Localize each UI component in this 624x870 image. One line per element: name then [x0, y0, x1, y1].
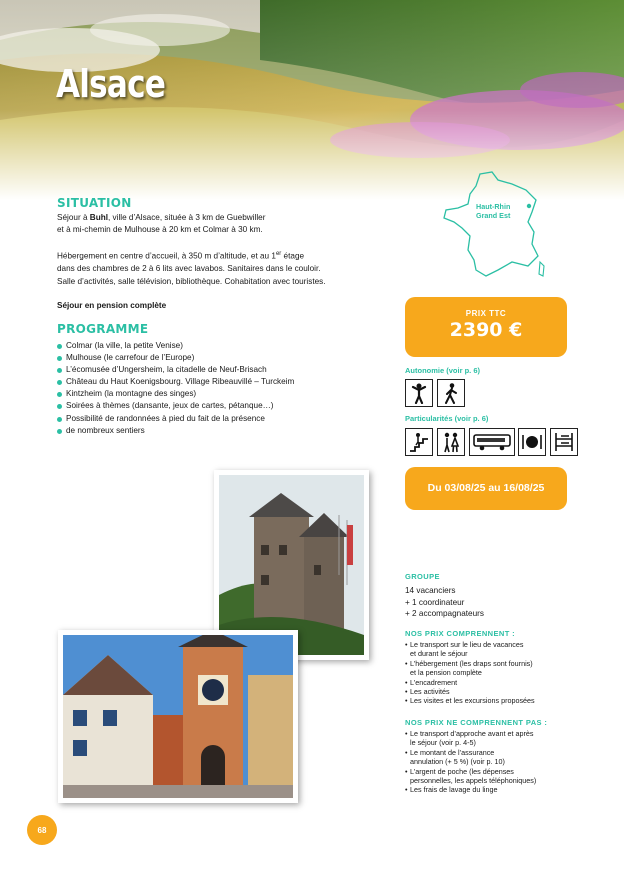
- list-item: Colmar (la ville, la petite Venise): [57, 340, 387, 352]
- map-region-label: Haut-Rhin Grand Est: [476, 202, 511, 220]
- walking-person-icon: [437, 379, 465, 407]
- price-label: PRIX TTC: [465, 309, 507, 318]
- groupe-heading: GROUPE: [405, 572, 440, 581]
- village-photo: [58, 630, 298, 803]
- accommodation-line-2: dans des chambres de 2 à 6 lits avec lavabos. Sanitaires dans le couloir.: [57, 264, 321, 274]
- groupe-line: + 1 coordinateur: [405, 597, 465, 607]
- standing-person-icon: [405, 379, 433, 407]
- not-included-heading: NOS PRIX NE COMPRENNENT PAS :: [405, 718, 548, 727]
- price-value: 2390 €: [449, 319, 523, 341]
- list-item: Mulhouse (le carrefour de l’Europe): [57, 352, 387, 364]
- bunk-bed-icon: [550, 428, 578, 456]
- groupe-line: 14 vacanciers: [405, 586, 456, 595]
- page-number: 68: [27, 815, 57, 845]
- list-item: de nombreux sentiers: [57, 425, 387, 437]
- accommodation-line-3: Salle d’activités, salle télévision, bibliothèque. Cohabitation avec touristes.: [57, 276, 326, 286]
- location-dot-icon: [527, 204, 531, 208]
- list-item: • Le montant de l’assurance: [405, 748, 595, 757]
- list-item: annulation (+ 5 %) (voir p. 10): [410, 757, 505, 767]
- bus-icon: [469, 428, 515, 456]
- price-box: [405, 297, 567, 357]
- programme-heading: PROGRAMME: [57, 322, 149, 336]
- list-item: Soirées à thèmes (dansante, jeux de cartes, pétanque…): [57, 400, 387, 412]
- list-item: • L’argent de poche (les dépenses: [405, 767, 595, 776]
- situation-heading: SITUATION: [57, 196, 132, 210]
- list-item: • L’hébergement (les draps sont fournis): [405, 659, 595, 668]
- included-heading: NOS PRIX COMPRENNENT :: [405, 629, 516, 638]
- france-map: [440, 170, 548, 282]
- situation-line-2: et à mi-chemin de Mulhouse à 20 km et Colmar à 30 km.: [57, 225, 263, 235]
- list-item: et durant le séjour: [410, 649, 468, 659]
- list-item: • Les frais de lavage du linge: [405, 785, 595, 794]
- list-item: personnelles, les appels téléphoniques): [410, 776, 537, 786]
- list-item: Château du Haut Koenigsbourg. Village Ribeauvillé – Turckeim: [57, 376, 387, 388]
- couple-icon: [437, 428, 465, 456]
- pension-text: Séjour en pension complète: [57, 300, 167, 310]
- autonomie-label: Autonomie (voir p. 6): [405, 366, 480, 375]
- list-item: et la pension complète: [410, 668, 482, 678]
- page-title: Alsace: [56, 62, 166, 106]
- dates-badge: Du 03/08/25 au 16/08/25: [405, 467, 567, 510]
- list-item: le séjour (voir p. 4-5): [410, 738, 476, 748]
- groupe-text: [405, 585, 484, 620]
- list-item: Possibilité de randonnées à pied du fait de la présence: [57, 413, 387, 425]
- situation-text: [57, 212, 387, 312]
- list-item: • Le transport d’approche avant et après: [405, 729, 595, 738]
- accommodation-line-1: Hébergement en centre d’accueil, à 350 m d’altitude, et au 1er étage: [57, 251, 305, 262]
- programme-list: [57, 340, 387, 437]
- list-item: • Les activités: [405, 687, 595, 696]
- list-item: Kintzheim (la montagne des singes): [57, 388, 387, 400]
- situation-line-1: Séjour à Buhl, ville d’Alsace, située à 3 km de Guebwiller: [57, 213, 266, 222]
- plate-cutlery-icon: [518, 428, 546, 456]
- list-item: • L’encadrement: [405, 678, 595, 687]
- list-item: • Les visites et les excursions proposées: [405, 696, 595, 705]
- stairs-icon: [405, 428, 433, 456]
- list-item: L’écomusée d’Ungersheim, la citadelle de Neuf-Brisach: [57, 364, 387, 376]
- list-item: • Le transport sur le lieu de vacances: [405, 640, 595, 649]
- groupe-line: + 2 accompagnateurs: [405, 609, 484, 618]
- particularites-label: Particularités (voir p. 6): [405, 414, 489, 423]
- not-included-list: [405, 729, 595, 795]
- included-list: [405, 640, 595, 706]
